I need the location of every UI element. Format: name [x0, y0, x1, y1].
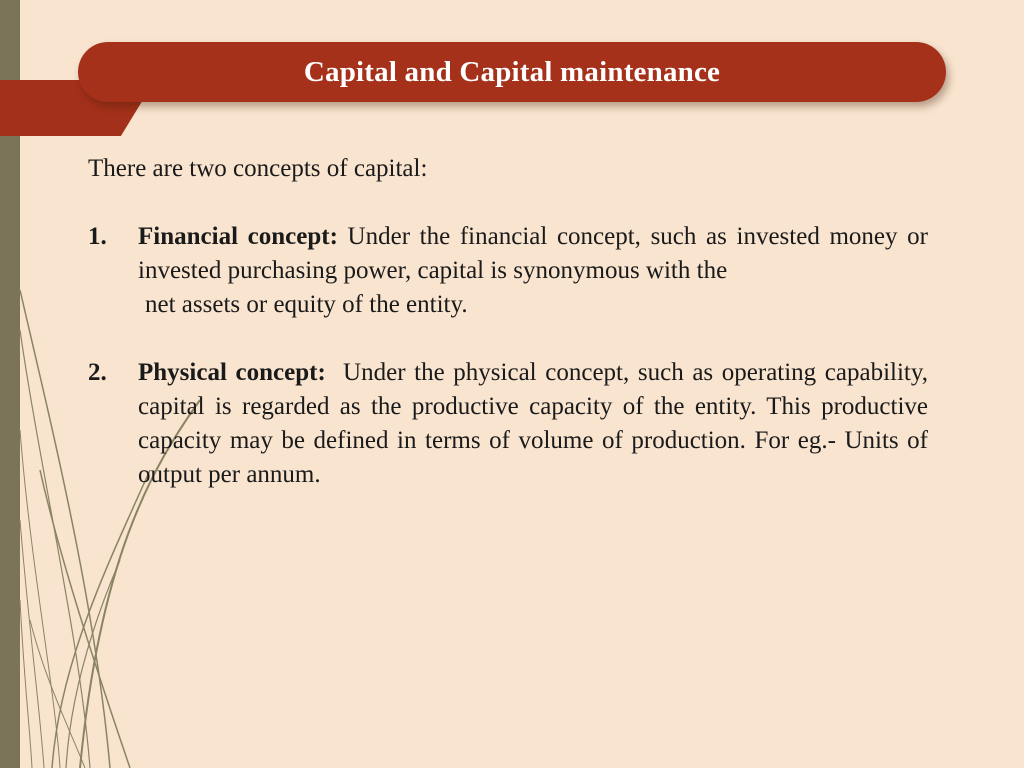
title-banner	[78, 42, 946, 102]
list-item-text: Under the physical concept, such as operating capability, capital is regarded as the productive capacity of the entity. This productive capacity may be defined in terms of volume of production. For eg.- Units of output per annum.	[138, 359, 935, 488]
list-item-term: Financial concept:	[138, 223, 338, 250]
list-item-financial-concept	[88, 220, 928, 322]
slide-title: Capital and Capital maintenance	[303, 55, 721, 88]
intro-text: There are two concepts of capital:	[88, 155, 428, 182]
list-item-continuation: net assets or equity of the entity.	[145, 291, 468, 318]
list-item-term: Physical concept:	[138, 359, 326, 386]
slide-body	[88, 152, 935, 492]
list-item-number: 1.	[88, 223, 107, 250]
list-item-physical-concept	[88, 356, 935, 492]
list-item-number: 2.	[88, 359, 107, 386]
list-item-text: Under the financial concept, such as invested money or invested purchasing power, capital is synonymous with the	[138, 223, 928, 284]
